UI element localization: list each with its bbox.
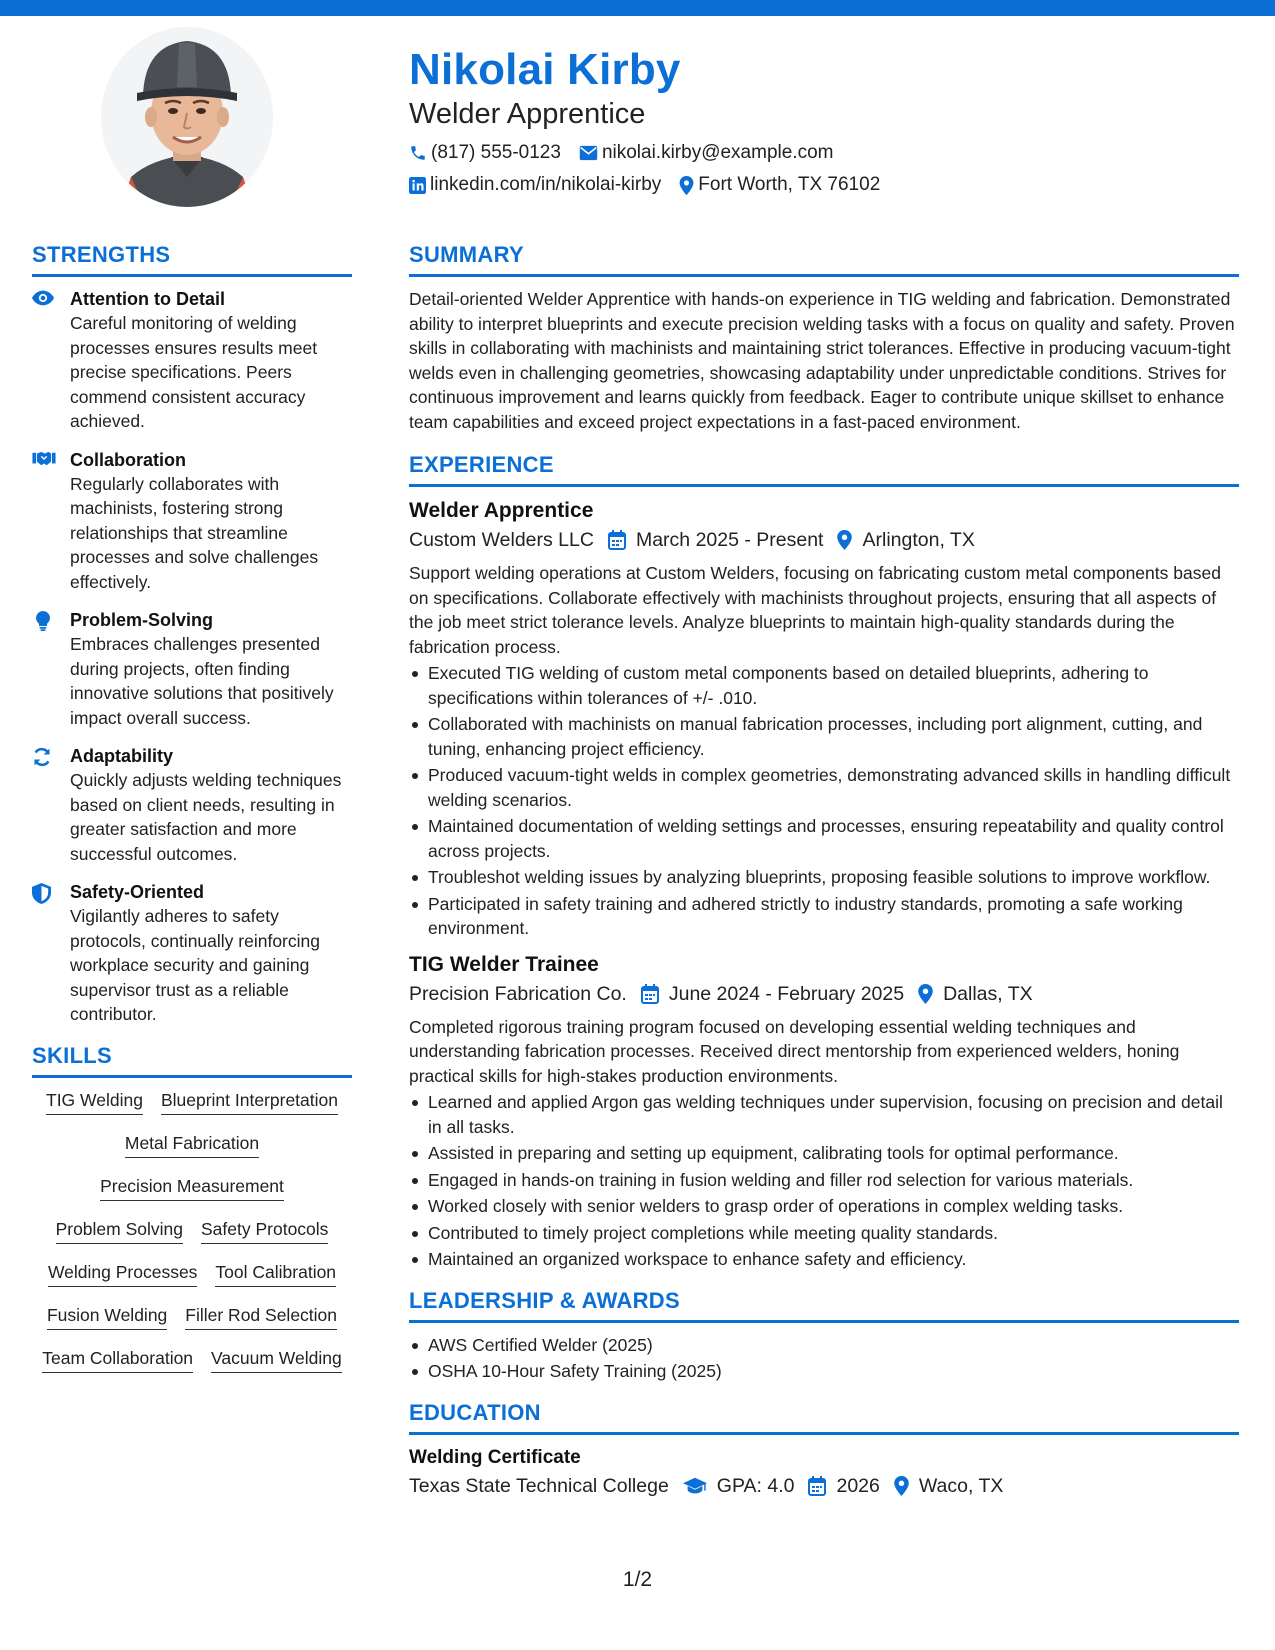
skill-tag: Welding Processes (48, 1260, 197, 1287)
candidate-name: Nikolai Kirby (409, 45, 681, 94)
email-text: nikolai.kirby@example.com (601, 142, 834, 163)
strength-desc: Embraces challenges presented during projects, often finding innovative solutions that positively impact overall success. (70, 634, 334, 728)
calendar-icon (608, 530, 626, 550)
list-item: Worked closely with senior welders to grasp order of operations in complex welding tasks. (409, 1194, 1239, 1219)
envelope-icon (579, 145, 598, 161)
shield-icon (32, 883, 51, 904)
graduation-cap-icon (683, 1477, 707, 1495)
location-contact (679, 170, 880, 200)
job-entry (409, 951, 1239, 1272)
list-item: Participated in safety training and adhered strictly to industry standards, promoting a safe working environment. (409, 892, 1239, 941)
list-item: Executed TIG welding of custom metal components based on detailed blueprints, adhering to specifications within tolerances of +/- .010. (409, 661, 1239, 710)
section-divider (409, 274, 1239, 277)
strength-title: Collaboration (70, 449, 186, 470)
awards-heading: LEADERSHIP & AWARDS (409, 1287, 680, 1313)
section-divider (409, 484, 1239, 487)
education-degree: Welding Certificate (409, 1446, 581, 1468)
strength-title: Adaptability (70, 746, 174, 766)
strength-desc: Vigilantly adheres to safety protocols, continually reinforcing workplace security and gaining supervisor trust as a reliable contributor. (70, 906, 320, 1024)
skill-tag: Filler Rod Selection (185, 1303, 337, 1330)
job-title: Welder Apprentice (409, 499, 594, 522)
list-item: Troubleshot welding issues by analyzing blueprints, proposing feasible solutions to improve workflow. (409, 865, 1239, 890)
job-location-text: Dallas, TX (943, 982, 1033, 1005)
strength-desc: Regularly collaborates with machinists, fostering strong relationships that streamline processes and solve challenges effectively. (70, 473, 319, 592)
education-gpa-text: GPA: 4.0 (716, 1474, 795, 1497)
list-item: Maintained documentation of welding settings and processes, ensuring repeatability and quality control across projects. (409, 814, 1239, 863)
skill-tag: Team Collaboration (42, 1346, 193, 1373)
lightbulb-icon (36, 611, 50, 631)
page-number: 1/2 (622, 1568, 653, 1591)
experience-heading: EXPERIENCE (409, 452, 554, 477)
summary-text: Detail-oriented Welder Apprentice with hands-on experience in TIG welding and fabrication. Demonstrated ability to interpret blueprints and execute precision welding tasks with a focus on quality and safety. Proven skills in collaborating with machinists and maintaining strict tolerances. Effective in producing vacuum-tight welds even in challenging geometries, showcasing adaptability under unpredictable conditions. Strives for continuous improvement and learns quickly from feedback. Eager to contribute unique skillset to enhance team capabilities and exceed project expectations in a fast-paced environment. (409, 289, 1235, 432)
list-item: Produced vacuum-tight welds in complex geometries, demonstrating advanced skills in handling difficult welding scenarios. (409, 763, 1239, 812)
list-item: AWS Certified Welder (2025) (409, 1333, 1239, 1358)
skill-tag: Metal Fabrication (125, 1131, 259, 1158)
education-heading: EDUCATION (409, 1399, 541, 1425)
job-location-text: Arlington, TX (862, 529, 975, 551)
education-meta (409, 1471, 1239, 1501)
job-location (837, 525, 974, 555)
strength-title: Problem-Solving (70, 610, 214, 630)
job-bullets (409, 661, 1239, 941)
map-pin-icon (894, 1476, 909, 1496)
job-entry (409, 497, 1239, 941)
job-dates-text: March 2025 - Present (635, 529, 824, 551)
job-company: Precision Fabrication Co. (409, 982, 627, 1005)
strengths-heading: STRENGTHS (32, 242, 171, 267)
map-pin-icon (918, 984, 933, 1004)
job-title: TIG Welder Trainee (409, 952, 599, 976)
education-location-text: Waco, TX (918, 1474, 1004, 1497)
skill-tag: Vacuum Welding (211, 1346, 342, 1373)
section-divider (32, 274, 352, 277)
email-contact[interactable] (579, 138, 834, 168)
list-item: Collaborated with machinists on manual fabrication processes, including port alignment, cutting, and tuning, enhancing project efficiency. (409, 712, 1239, 761)
phone-text: (817) 555-0123 (431, 142, 561, 163)
linkedin-text: linkedin.com/in/nikolai-kirby (430, 174, 662, 195)
education-school: Texas State Technical College (409, 1474, 669, 1497)
skill-tag: Fusion Welding (47, 1303, 167, 1330)
job-dates-text: June 2024 - February 2025 (668, 982, 905, 1005)
linkedin-contact[interactable] (409, 170, 661, 200)
eye-icon (32, 290, 54, 306)
right-column (409, 240, 1239, 1507)
strength-desc: Quickly adjusts welding techniques based on client needs, resulting in greater satisfaction and more successful outcomes. (70, 770, 342, 864)
sync-icon (32, 747, 52, 767)
skill-tag: TIG Welding (46, 1088, 143, 1115)
skills-heading: SKILLS (32, 1042, 113, 1068)
strength-desc: Careful monitoring of welding processes ensures results meet precise specifications. Peers commend consistent accuracy achieved. (70, 313, 318, 431)
strength-item (32, 448, 352, 595)
strength-title: Safety-Oriented (70, 882, 205, 902)
strength-item (32, 608, 352, 730)
map-pin-icon (679, 176, 694, 195)
phone-icon (409, 144, 427, 162)
awards-list (409, 1333, 1239, 1384)
profile-photo (101, 27, 273, 207)
strength-title: Attention to Detail (70, 289, 225, 309)
skill-tag: Safety Protocols (201, 1217, 328, 1244)
calendar-icon (808, 1476, 826, 1496)
job-bullets (409, 1090, 1239, 1272)
linkedin-icon (409, 177, 426, 194)
skill-tag: Tool Calibration (215, 1260, 336, 1287)
list-item: Learned and applied Argon gas welding techniques under supervision, focusing on precision and detail in all tasks. (409, 1090, 1239, 1139)
job-location (918, 979, 1033, 1009)
job-company: Custom Welders LLC (409, 529, 594, 551)
section-divider (409, 1320, 1239, 1323)
strength-item (32, 744, 352, 866)
skill-tag: Problem Solving (56, 1217, 183, 1244)
resume-header (409, 40, 1239, 200)
list-item: Maintained an organized workspace to enhance safety and efficiency. (409, 1247, 1239, 1272)
list-item: Engaged in hands-on training in fusion welding and filler rod selection for various materials. (409, 1168, 1239, 1193)
skill-tag: Precision Measurement (100, 1174, 284, 1201)
strength-item (32, 880, 352, 1027)
list-item: OSHA 10-Hour Safety Training (2025) (409, 1359, 1239, 1384)
list-item: Assisted in preparing and setting up equipment, calibrating tools for optimal performance. (409, 1141, 1239, 1166)
contact-row-2 (409, 170, 1239, 200)
job-meta (409, 525, 1239, 555)
phone-contact[interactable] (409, 138, 561, 168)
list-item: Contributed to timely project completions while meeting quality standards. (409, 1221, 1239, 1246)
section-divider (409, 1432, 1239, 1435)
skill-tag: Blueprint Interpretation (161, 1088, 338, 1115)
job-dates (608, 525, 824, 555)
strength-item (32, 287, 352, 434)
education-year (808, 1471, 879, 1501)
location-text: Fort Worth, TX 76102 (698, 174, 881, 195)
section-divider (32, 1075, 352, 1078)
handshake-icon (32, 451, 56, 467)
job-meta (409, 979, 1239, 1009)
calendar-icon (641, 984, 659, 1004)
candidate-title: Welder Apprentice (409, 98, 646, 130)
left-column (32, 240, 352, 1373)
job-description: Support welding operations at Custom Welders, focusing on fabricating custom metal components based on specifications. Collaborate effectively with machinists throughout projects, ensuring that all aspects of the job meet strict tolerance levels. Analyze blueprints to maintain high-quality standards during the fabrication process. (409, 563, 1221, 657)
top-accent-bar (0, 0, 1275, 16)
education-location (894, 1471, 1004, 1501)
job-dates (641, 979, 904, 1009)
contact-row-1 (409, 138, 1239, 168)
skills-list (32, 1088, 352, 1373)
education-year-text: 2026 (836, 1474, 880, 1497)
map-pin-icon (837, 530, 852, 550)
job-description: Completed rigorous training program focused on developing essential welding techniques and understanding fabrication processes. Received direct mentorship from experienced welders, honing practical skills for high-stakes production environments. (409, 1016, 1180, 1086)
summary-heading: SUMMARY (409, 242, 524, 267)
education-gpa (683, 1471, 795, 1501)
